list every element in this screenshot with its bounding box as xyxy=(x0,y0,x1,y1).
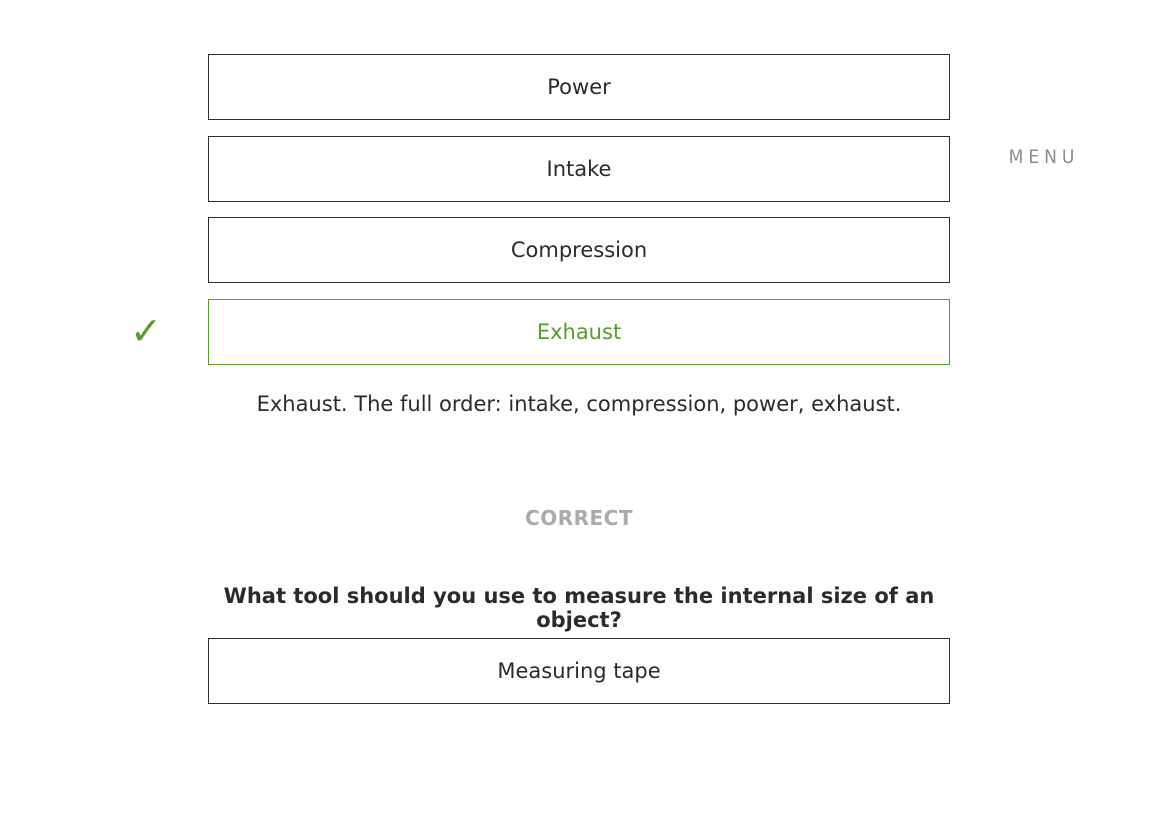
answer-label: Power xyxy=(547,75,611,99)
answer-option-compression[interactable] xyxy=(208,217,950,283)
answer-option-power[interactable] xyxy=(208,54,950,120)
answer-option-intake[interactable] xyxy=(208,136,950,202)
answer-explanation: Exhaust. The full order: intake, compression, power, exhaust. xyxy=(256,392,902,416)
answer-option-measuring-tape[interactable] xyxy=(208,638,950,704)
answer-label: Intake xyxy=(546,157,612,181)
answer-label: Compression xyxy=(510,238,648,262)
answer-label: Exhaust xyxy=(536,320,622,344)
menu-button[interactable]: MENU xyxy=(1008,146,1080,168)
result-status: CORRECT xyxy=(525,506,633,530)
question-text: What tool should you use to measure the internal size of an object? xyxy=(223,584,935,632)
answer-option-exhaust-correct[interactable] xyxy=(208,299,950,365)
answer-label: Measuring tape xyxy=(497,659,661,683)
checkmark-icon: ✓ xyxy=(130,309,162,353)
